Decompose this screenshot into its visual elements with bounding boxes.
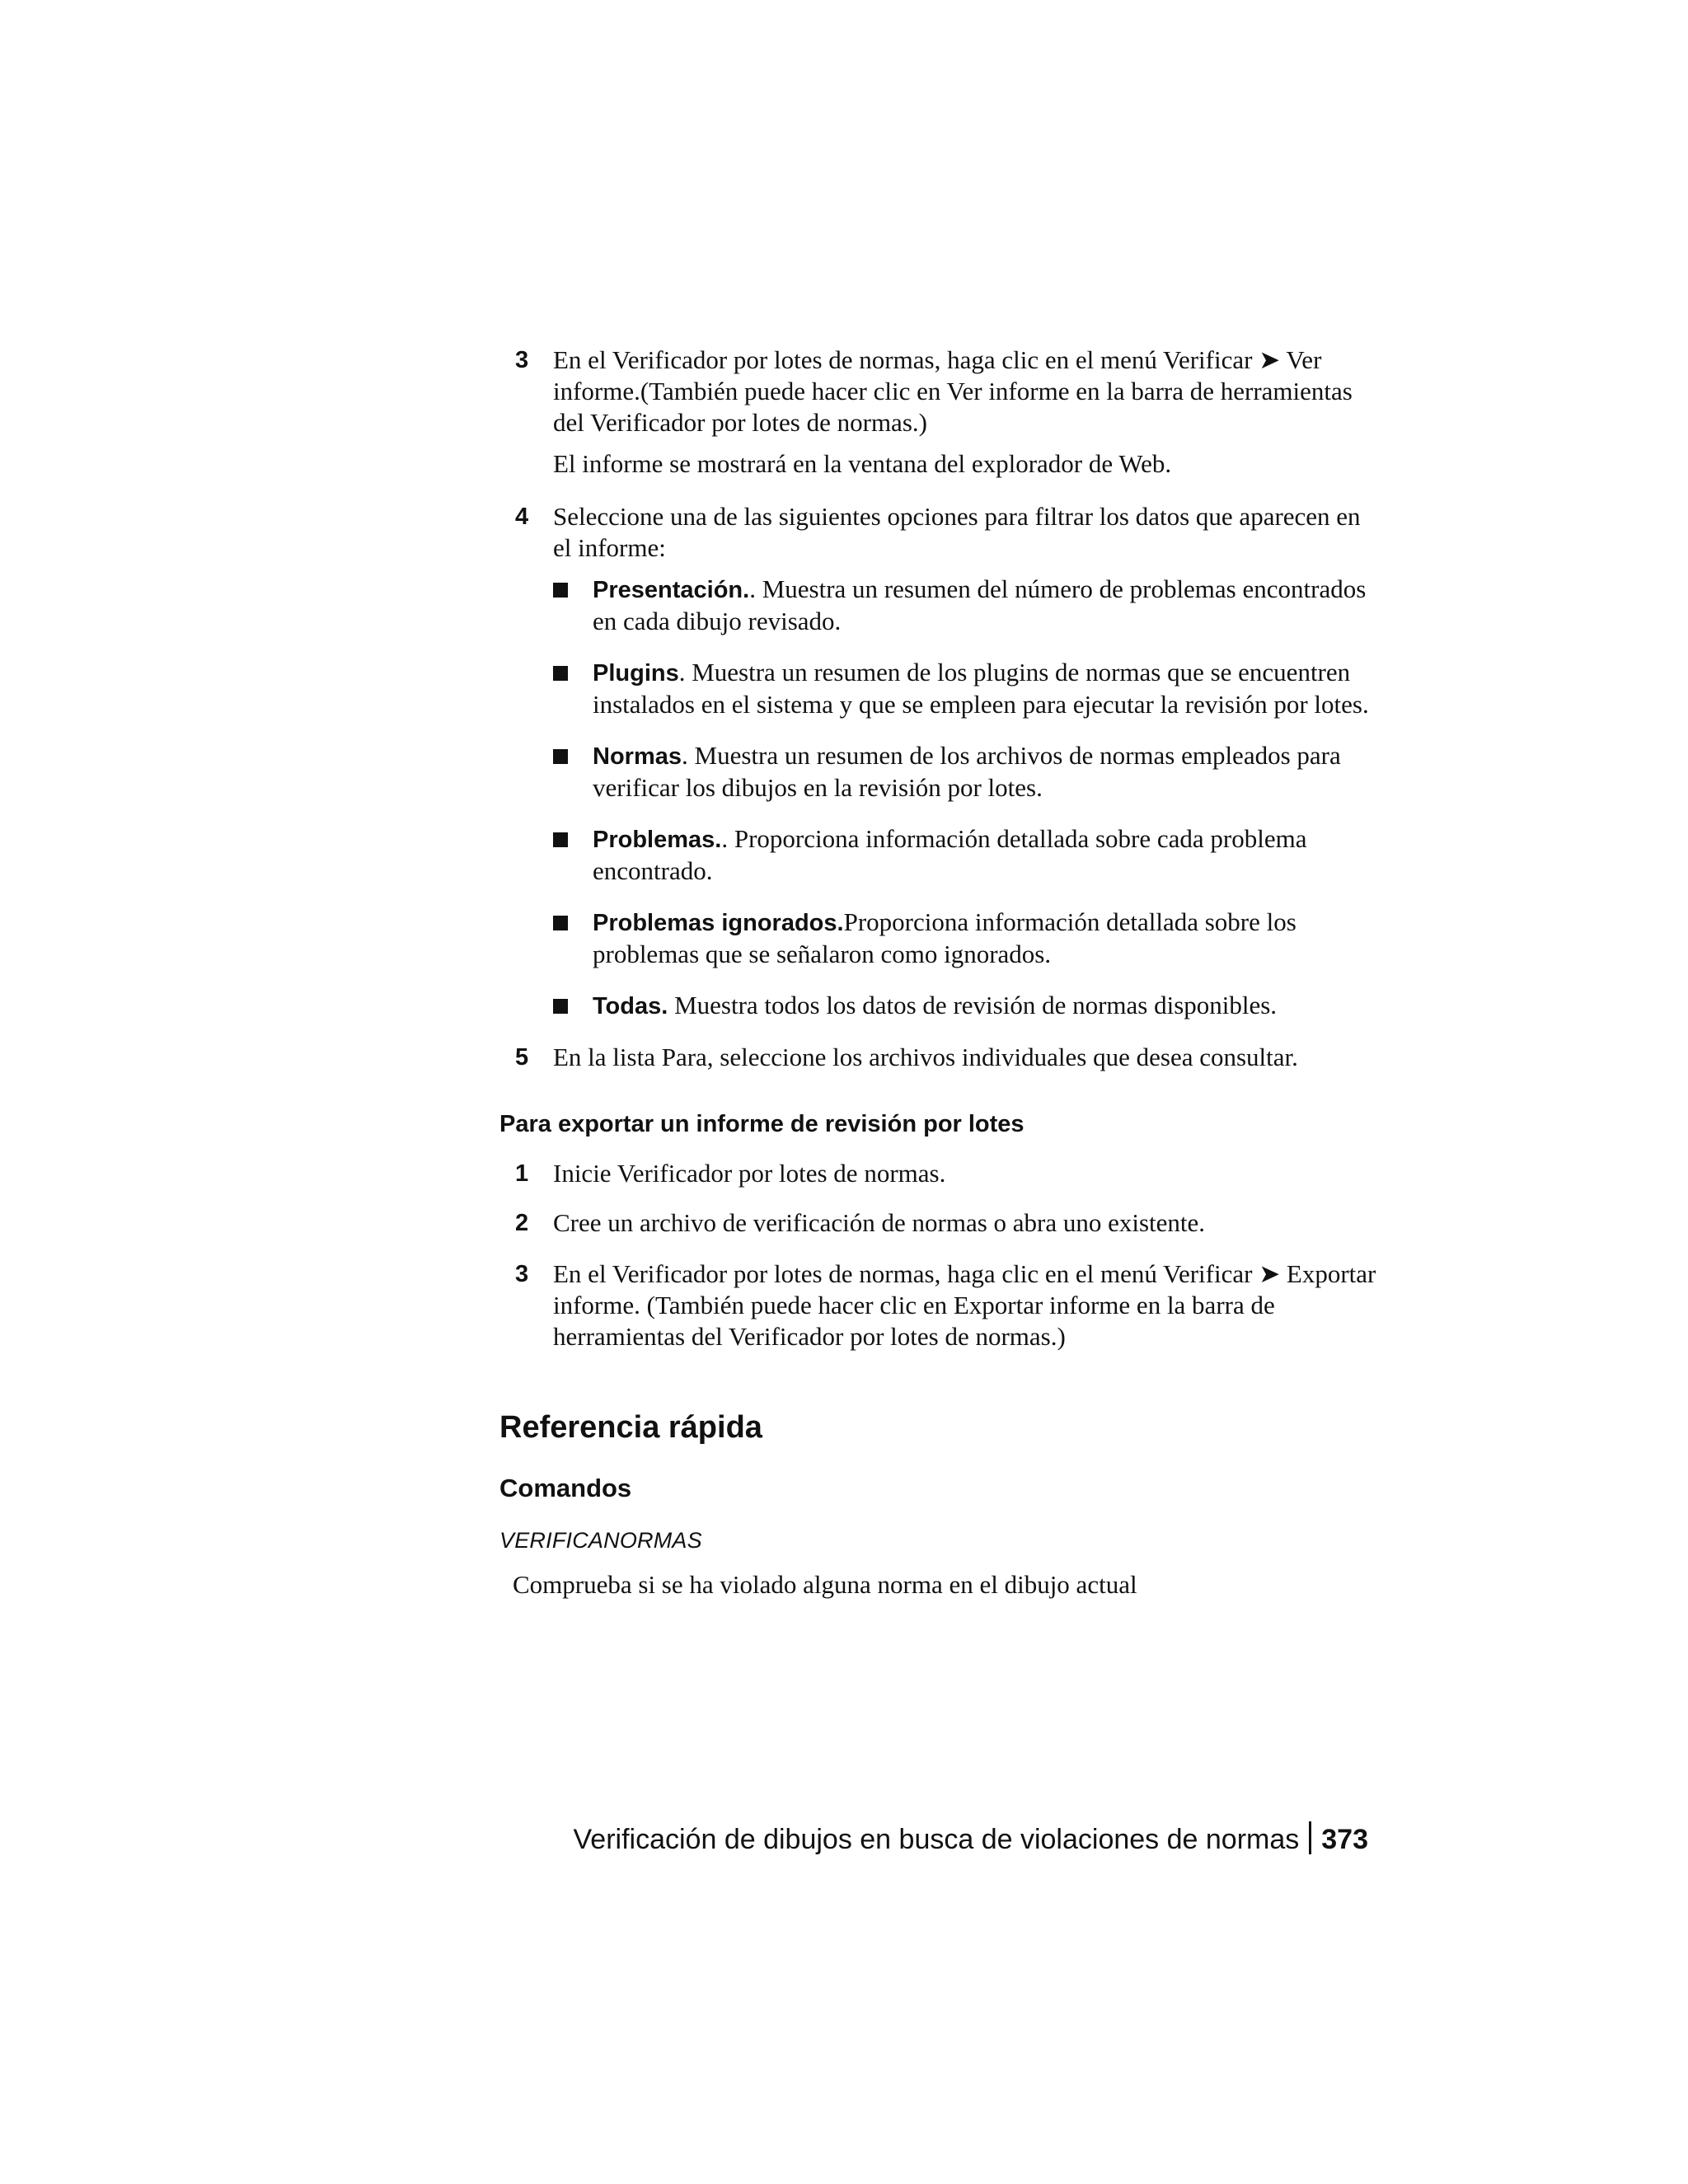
step-5-select-files [499,1042,1381,1073]
command-name: VERIFICANORMAS [499,1528,702,1553]
bullet-square-icon [553,666,568,681]
export-step-1 [499,1158,1381,1189]
step-text: Cree un archivo de verificación de normas o abra uno existente. [553,1208,1206,1237]
step-number: 3 [515,347,529,373]
command-description: Comprueba si se ha violado alguna norma en el dibujo actual [513,1570,1137,1599]
step-text: Inicie Verificador por lotes de normas. [553,1159,946,1188]
step-number: 2 [515,1210,529,1236]
bullet-square-icon [553,583,568,598]
bullet-square-icon [553,832,568,847]
commands-heading: Comandos [499,1474,632,1502]
export-step-3 [499,1258,1381,1352]
page-footer [574,1821,1369,1856]
option-term: Presentación. [593,577,750,603]
step-number: 1 [515,1160,529,1187]
page-number: 373 [1321,1824,1368,1855]
option-desc: . Muestra un resumen del número de problemas encontrados en cada dibujo revisado. [593,574,1367,635]
chapter-title: Verificación de dibujos en busca de violaciones de normas [573,1824,1300,1855]
option-desc: . Muestra un resumen de los plugins de normas que se encuentren instalados en el sistema y que se empleen para ejecutar la revisión por lotes. [593,658,1369,719]
option-desc: Muestra todos los datos de revisión de normas disponibles. [668,991,1278,1019]
export-procedure-heading: Para exportar un informe de revisión por lotes [499,1111,1025,1137]
export-step-2 [499,1207,1381,1239]
option-term: Normas [593,743,682,770]
step-number: 3 [515,1261,529,1287]
option-desc: Proporciona información detallada sobre los problemas que se señalaron como ignorados. [593,907,1296,968]
quick-reference-heading: Referencia rápida [499,1410,762,1445]
option-term: Problemas ignorados. [593,910,844,936]
filter-options-list [553,574,1381,1022]
option-term: Todas. [593,993,668,1019]
step-number: 5 [515,1044,529,1071]
bullet-square-icon [553,916,568,930]
step-4-filter-options [499,501,1381,1022]
page-content [499,344,1381,1600]
step-text: Seleccione una de las siguientes opciones para filtrar los datos que aparecen en el informe: [553,502,1361,562]
step-3-view-report [499,344,1381,480]
step-text: En la lista Para, seleccione los archivos individuales que desea consultar. [553,1043,1298,1071]
step-number: 4 [515,504,529,530]
option-presentacion [553,574,1381,637]
footer-separator [1309,1821,1311,1854]
option-term: Problemas. [593,827,722,853]
step-text: En el Verificador por lotes de normas, haga clic en el menú Verificar ➤ Exportar informe. (También puede hacer clic en Exportar informe en la barra de herramientas del Verificador por lotes de normas.) [553,1259,1376,1351]
option-plugins [553,657,1381,720]
option-todas [553,990,1381,1022]
option-problemas-ignorados [553,907,1381,970]
option-desc: . Muestra un resumen de los archivos de normas empleados para verificar los dibujos en la revisión por lotes. [593,741,1341,802]
option-desc: . Proporciona información detallada sobre cada problema encontrado. [593,824,1307,885]
bullet-square-icon [553,999,568,1014]
option-term: Plugins [593,660,679,687]
step-note: El informe se mostrará en la ventana del explorador de Web. [553,449,1172,478]
bullet-square-icon [553,749,568,764]
option-normas [553,740,1381,804]
option-problemas [553,823,1381,887]
step-text: En el Verificador por lotes de normas, haga clic en el menú Verificar ➤ Ver informe.(También puede hacer clic en Ver informe en la barra de herramientas del Verificador por lotes de normas.) [553,345,1353,437]
